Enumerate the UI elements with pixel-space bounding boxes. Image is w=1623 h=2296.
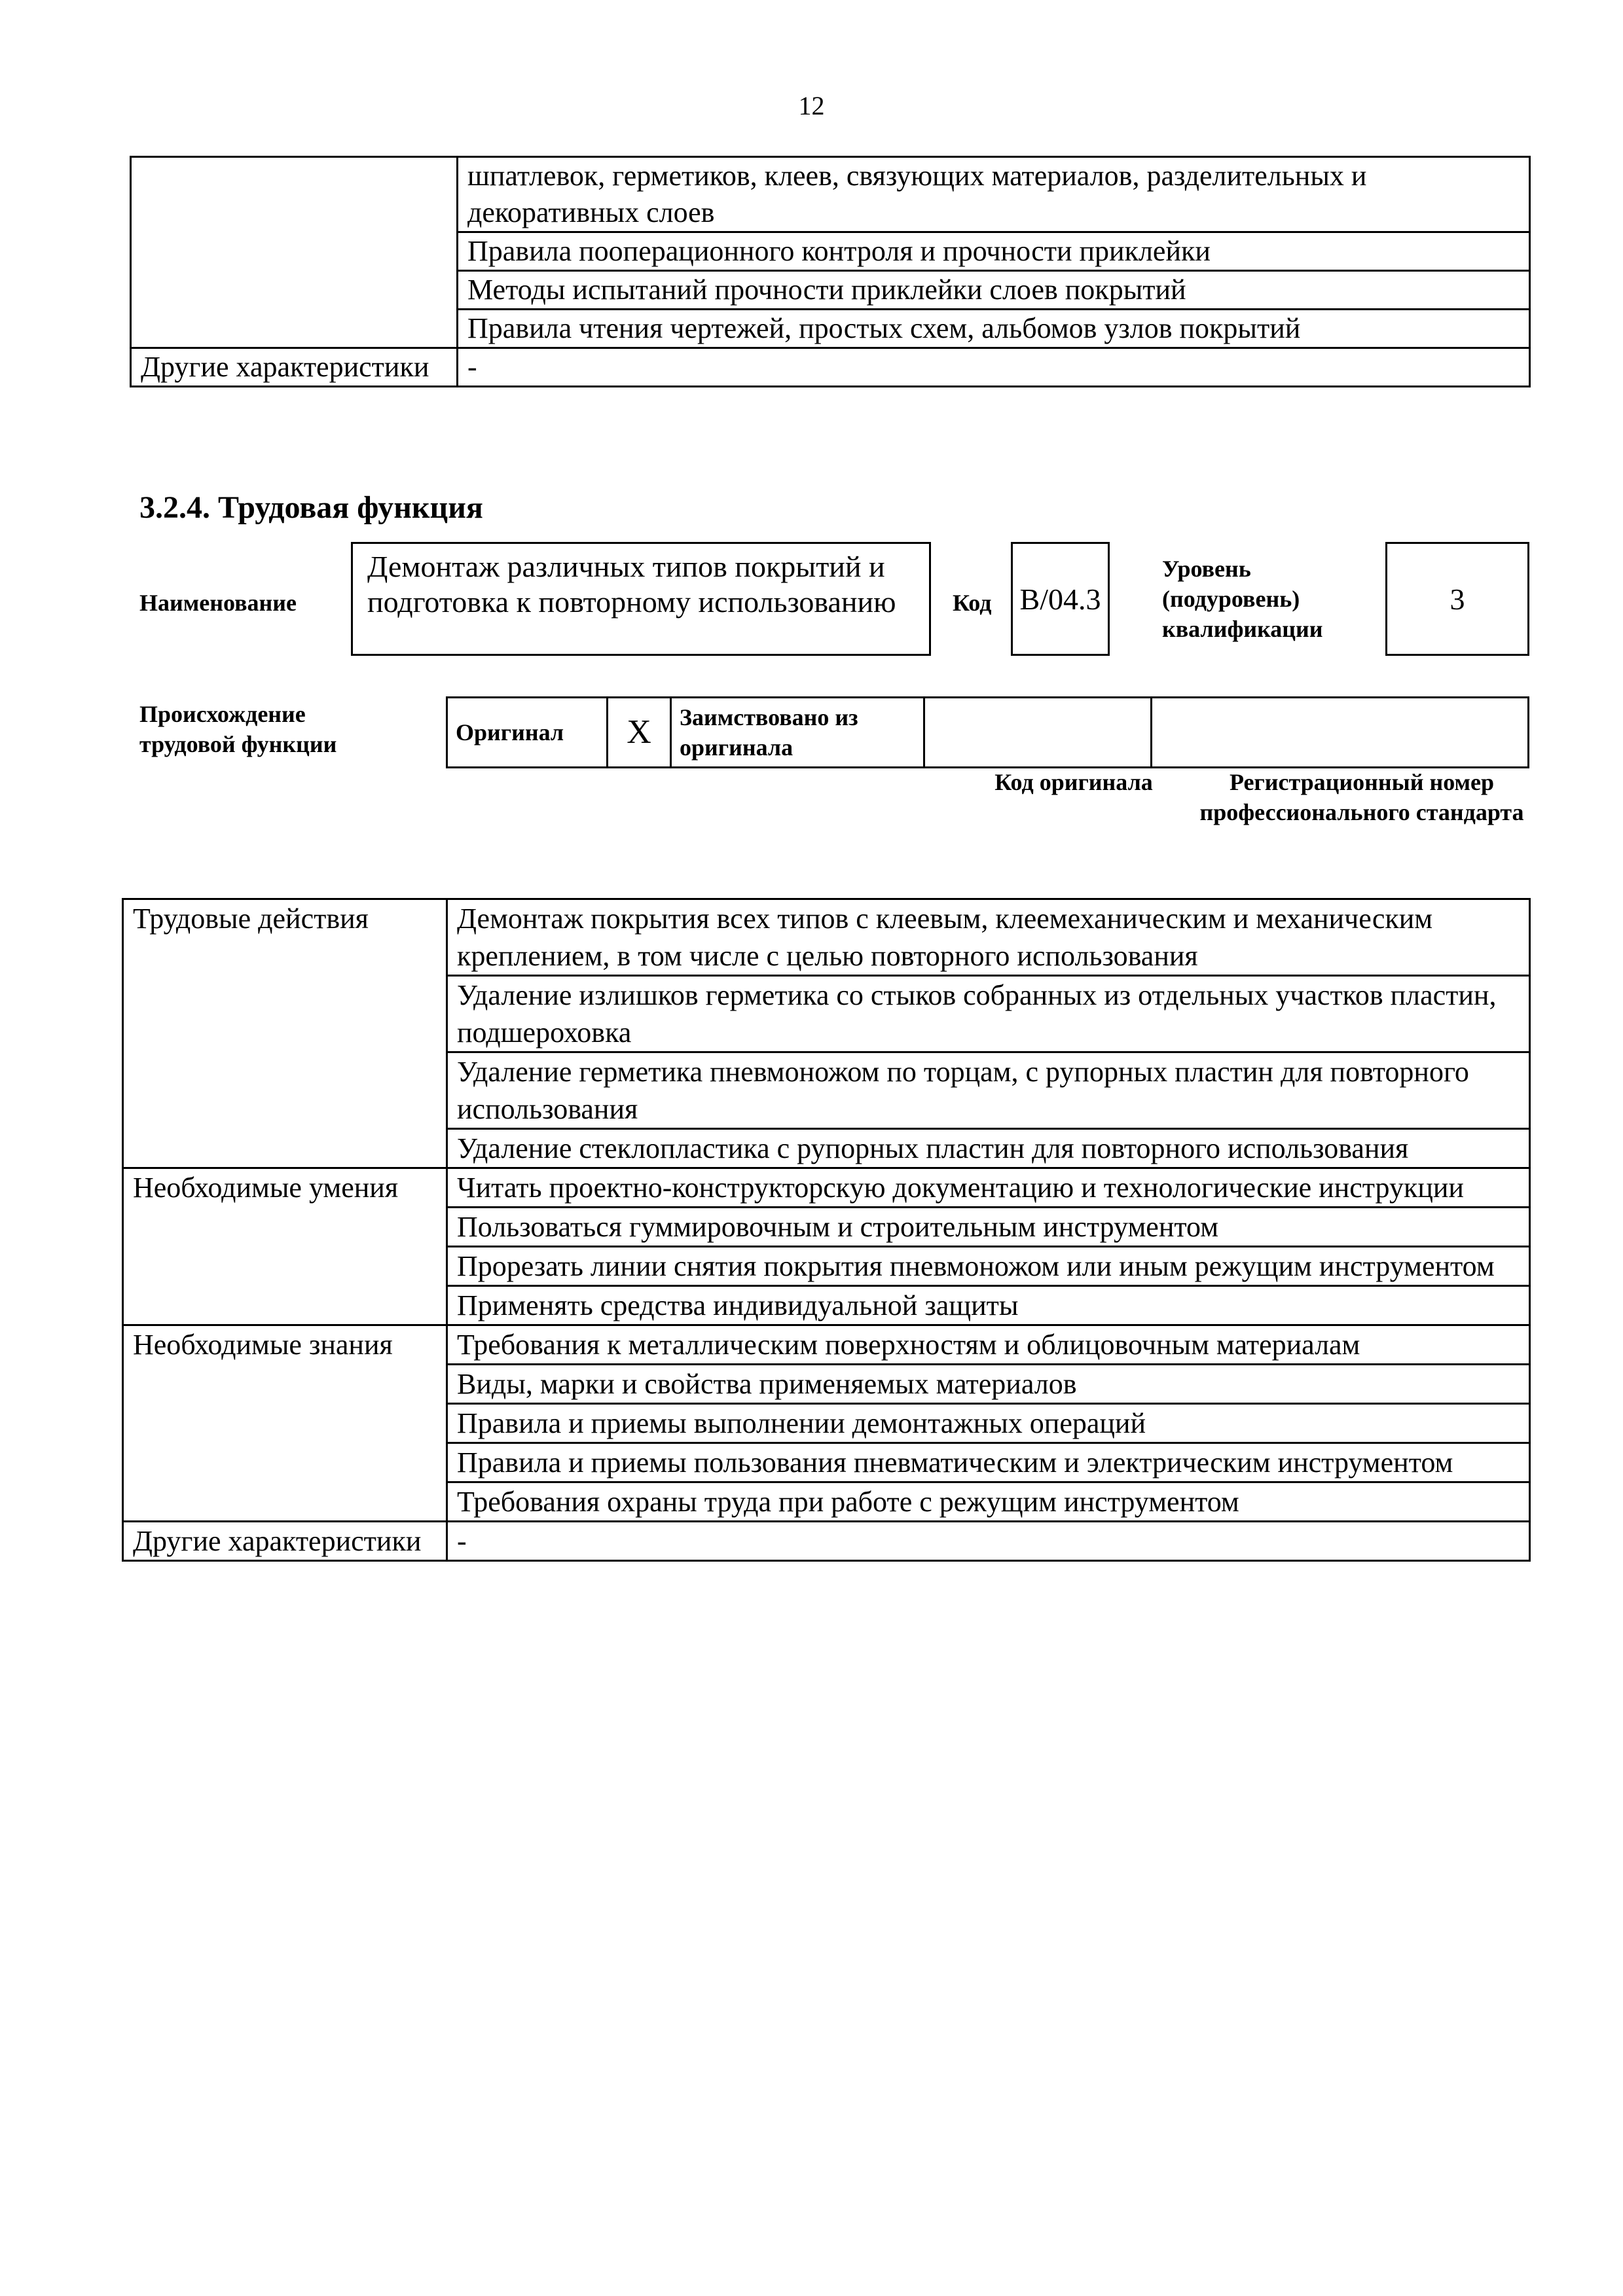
table-row bbox=[123, 1522, 1530, 1561]
action-item: Удаление излишков герметика со стыков собранных из отдельных участков пластин, подшероховка bbox=[447, 976, 1530, 1052]
qualification-level-box: 3 bbox=[1385, 542, 1529, 656]
knowledge-item: Требования к металлическим поверхностям и облицовочным материалам bbox=[447, 1325, 1530, 1365]
table-cell: Методы испытаний прочности приклейки слоев покрытий bbox=[458, 271, 1530, 310]
other-characteristics-value: - bbox=[447, 1522, 1530, 1561]
action-item: Демонтаж покрытия всех типов с клеевым, клеемеханическим и механическим креплением, в том числе с целью повторного использования bbox=[447, 899, 1530, 976]
code-original-label: Код оригинала bbox=[994, 769, 1153, 795]
function-details-table bbox=[122, 898, 1531, 1562]
function-name-box: Демонтаж различных типов покрытий и подготовка к повторному использованию bbox=[351, 542, 931, 656]
other-characteristics-label: Другие характеристики bbox=[123, 1522, 447, 1561]
original-mark: X bbox=[608, 698, 671, 768]
actions-label: Трудовые действия bbox=[123, 899, 447, 1168]
table-row bbox=[131, 157, 1530, 232]
other-characteristics-value: - bbox=[458, 348, 1530, 387]
knowledge-item: Правила и приемы выполнении демонтажных операций bbox=[447, 1404, 1530, 1443]
table-row bbox=[123, 1168, 1530, 1208]
knowledge-item: Виды, марки и свойства применяемых материалов bbox=[447, 1365, 1530, 1404]
table-row bbox=[123, 899, 1530, 976]
page-number: 12 bbox=[798, 91, 825, 120]
section-title: 3.2.4. Трудовая функция bbox=[139, 490, 483, 525]
knowledge-continued-label-cell bbox=[131, 157, 458, 348]
table-cell: шпатлевок, герметиков, клеев, связующих материалов, разделительных и декоративных слоев bbox=[458, 157, 1530, 232]
table-row bbox=[131, 348, 1530, 387]
action-item: Удаление стеклопластика с рупорных пластин для повторного использования bbox=[447, 1129, 1530, 1168]
code-original-cell bbox=[924, 698, 1152, 768]
knowledge-item: Требования охраны труда при работе с режущим инструментом bbox=[447, 1482, 1530, 1522]
action-item: Удаление герметика пневмоножом по торцам, с рупорных пластин для повторного использования bbox=[447, 1052, 1530, 1129]
reg-number-cell bbox=[1152, 698, 1529, 768]
knowledge-item: Правила и приемы пользования пневматическим и электрическим инструментом bbox=[447, 1443, 1530, 1482]
origin-label: Происхождение трудовой функции bbox=[139, 701, 337, 757]
skill-item: Применять средства индивидуальной защиты bbox=[447, 1286, 1530, 1325]
table-cell: Правила чтения чертежей, простых схем, альбомов узлов покрытий bbox=[458, 310, 1530, 348]
original-label: Оригинал bbox=[447, 698, 608, 768]
code-label: Код bbox=[953, 590, 992, 616]
skill-item: Пользоваться гуммировочным и строительным инструментом bbox=[447, 1208, 1530, 1247]
table-row bbox=[447, 698, 1529, 768]
table-row bbox=[123, 1325, 1530, 1365]
code-value-box: B/04.3 bbox=[1011, 542, 1110, 656]
other-characteristics-label: Другие характеристики bbox=[131, 348, 458, 387]
skill-item: Читать проектно-конструкторскую документацию и технологические инструкции bbox=[447, 1168, 1530, 1208]
skill-item: Прорезать линии снятия покрытия пневмоножом или иным режущим инструментом bbox=[447, 1247, 1530, 1286]
reg-number-label: Регистрационный номер профессионального стандарта bbox=[1199, 769, 1524, 825]
previous-function-table bbox=[130, 156, 1531, 387]
name-label: Наименование bbox=[139, 590, 297, 616]
qualification-level-label: Уровень (подуровень) квалификации bbox=[1162, 556, 1323, 642]
borrowed-label: Заимствовано из оригинала bbox=[671, 698, 924, 768]
origin-table bbox=[446, 696, 1529, 768]
knowledge-label: Необходимые знания bbox=[123, 1325, 447, 1522]
table-cell: Правила пооперационного контроля и прочности приклейки bbox=[458, 232, 1530, 271]
skills-label: Необходимые умения bbox=[123, 1168, 447, 1325]
